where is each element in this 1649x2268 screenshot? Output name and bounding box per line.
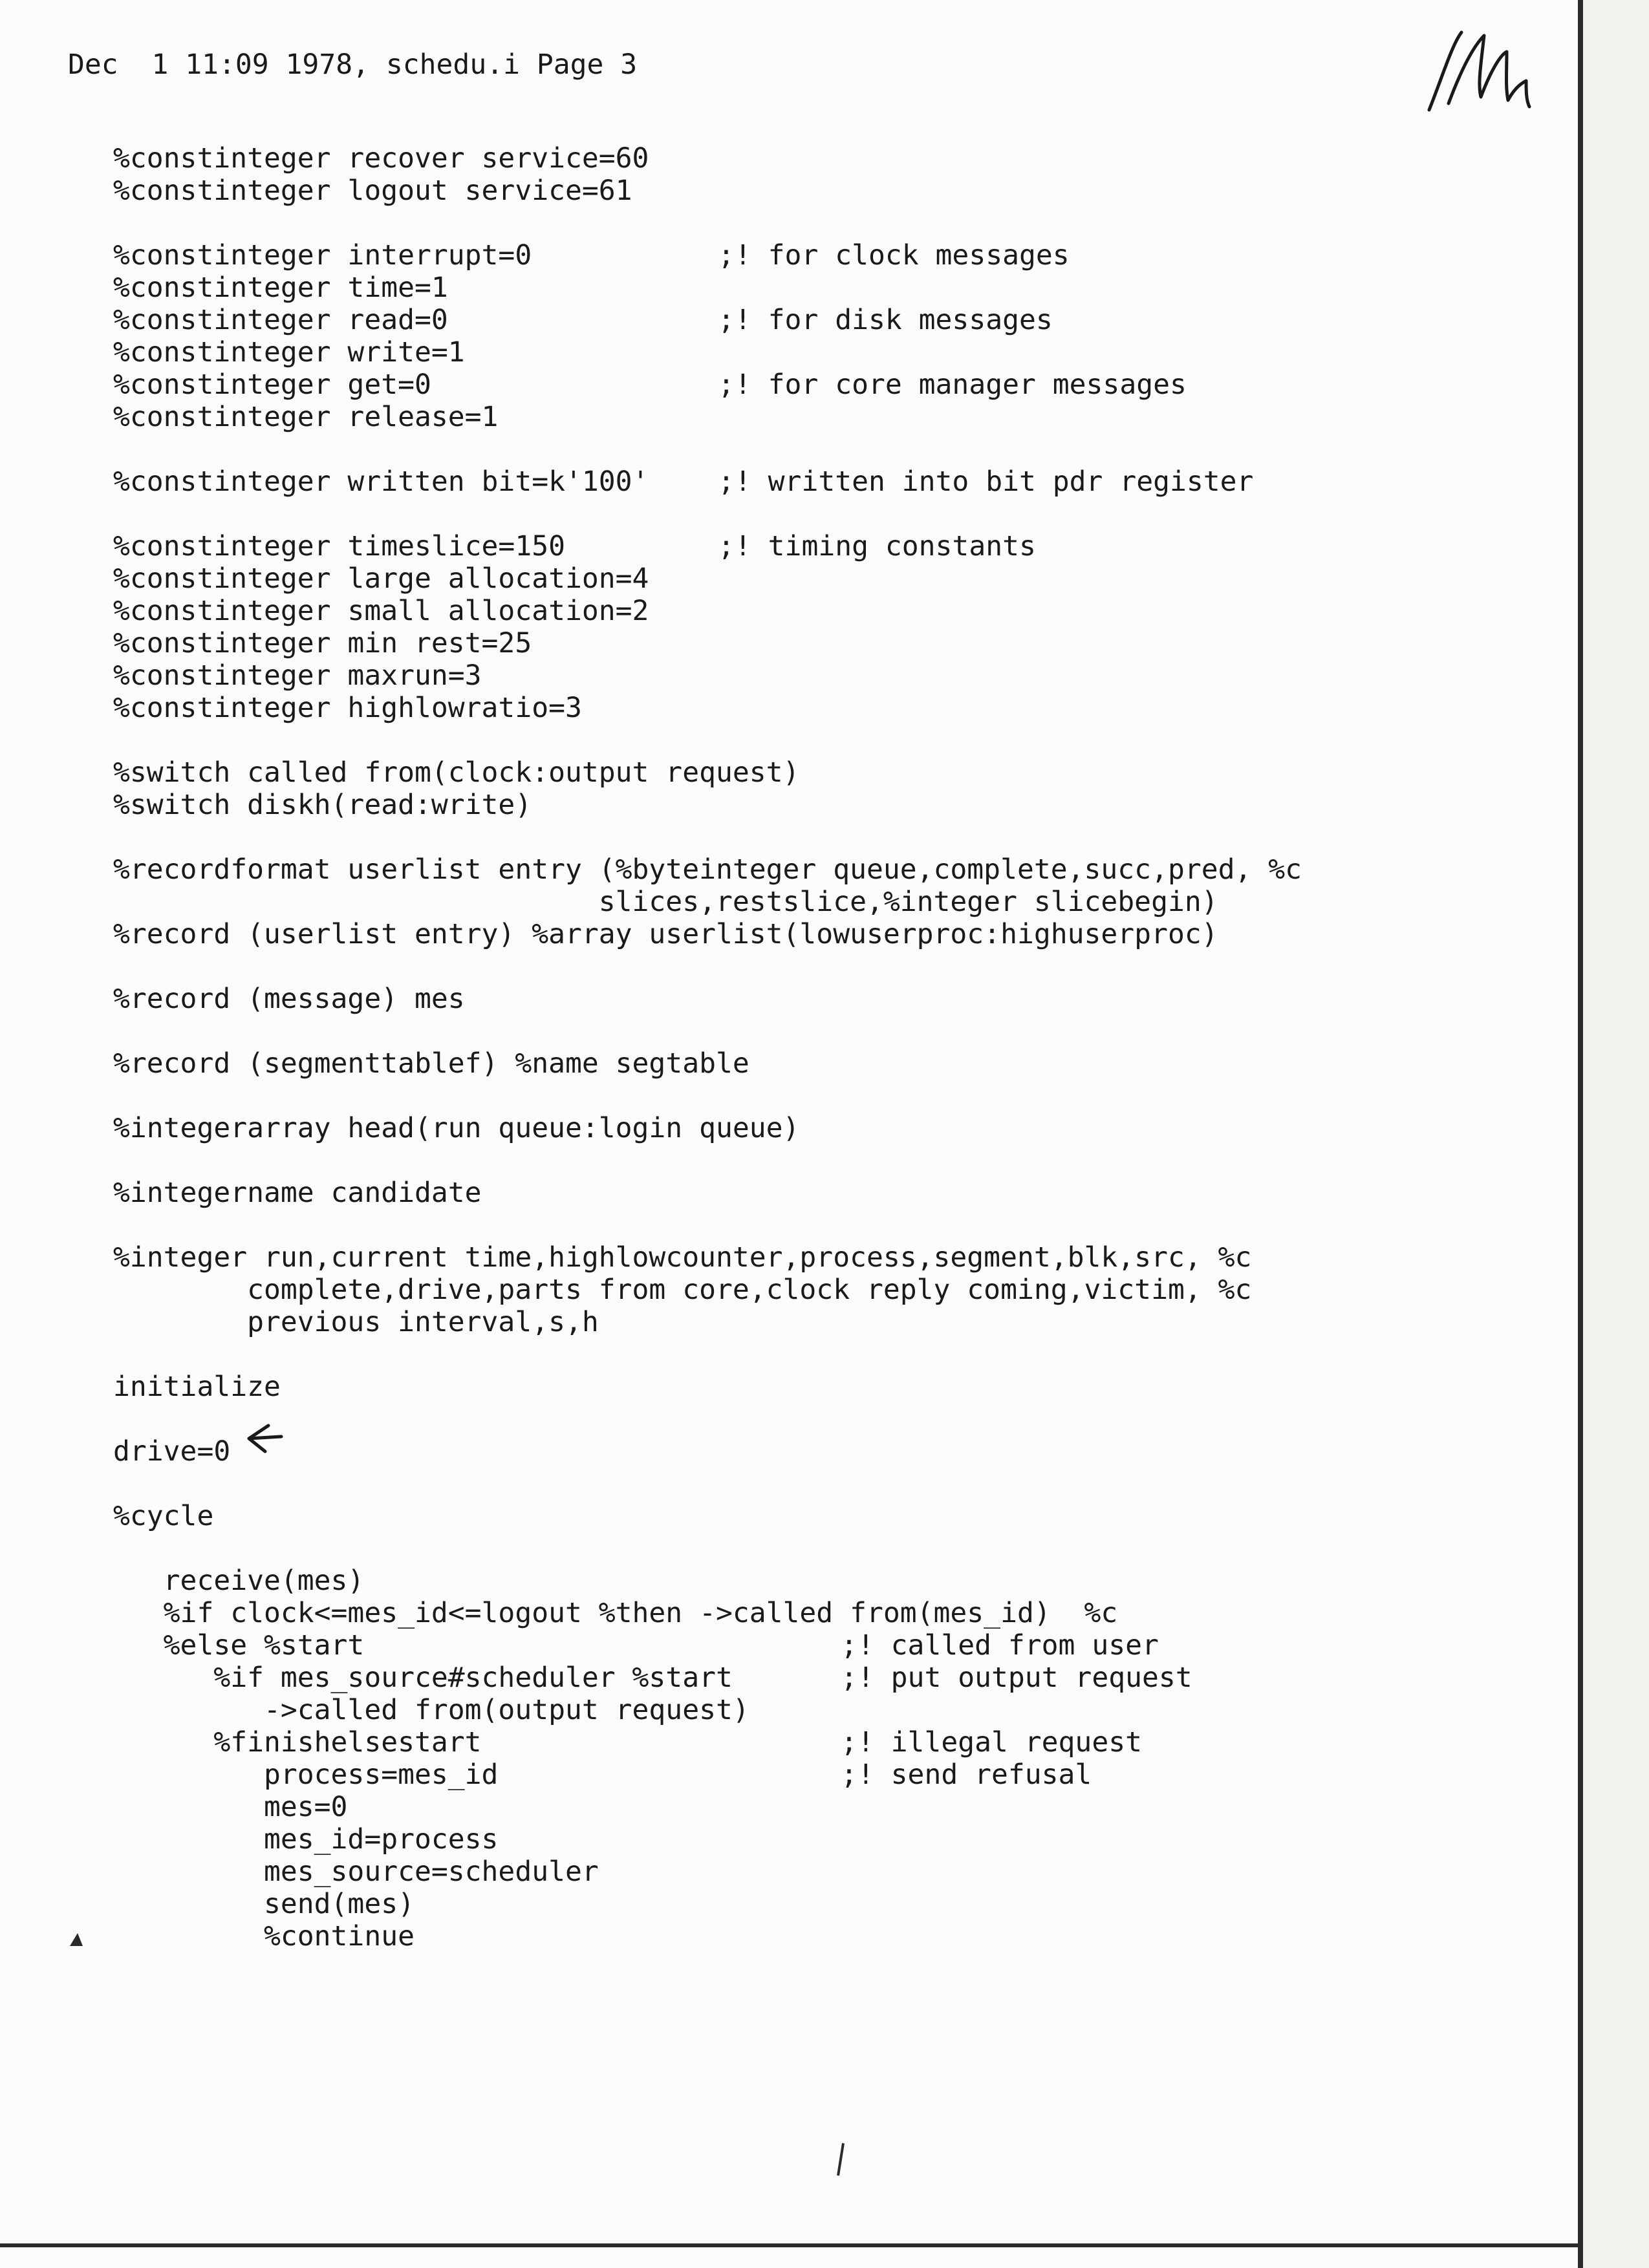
- code-line: [113, 950, 1302, 983]
- code-line: [113, 1888, 1302, 1920]
- code-line: [113, 1306, 1302, 1338]
- code-comment: ;! timing constants: [718, 530, 1036, 562]
- code-line: [113, 1597, 1302, 1629]
- code-text: %constinteger time=1: [113, 272, 448, 304]
- code-text: %record (message) mes: [113, 983, 465, 1015]
- code-text: ->called from(output request): [113, 1694, 749, 1726]
- code-line: [113, 1694, 1302, 1726]
- code-comment: ;! for core manager messages: [718, 369, 1187, 401]
- code-line: [113, 1209, 1302, 1241]
- code-text: mes_source=scheduler: [113, 1856, 599, 1888]
- code-line: [113, 886, 1302, 918]
- code-text: mes_id=process: [113, 1823, 499, 1856]
- code-line: [113, 789, 1302, 821]
- code-line: [113, 1144, 1302, 1177]
- code-line: [113, 659, 1302, 692]
- code-text: %constinteger timeslice=150: [113, 530, 565, 562]
- code-line: [113, 595, 1302, 627]
- page-bottom-edge: [0, 2243, 1583, 2247]
- code-comment: ;! for disk messages: [718, 304, 1053, 336]
- code-text: %constinteger highlowratio=3: [113, 692, 582, 724]
- code-line: [113, 853, 1302, 886]
- code-text: %constinteger written bit=k'100': [113, 465, 649, 498]
- code-line: [113, 1468, 1302, 1500]
- code-text: mes=0: [113, 1791, 348, 1823]
- code-comment: ;! illegal request: [841, 1726, 1142, 1759]
- code-line: [113, 465, 1302, 498]
- code-line: [113, 1759, 1302, 1791]
- page-binding-edge: [1578, 0, 1583, 2268]
- code-text: slices,restslice,%integer slicebegin): [113, 886, 1218, 918]
- code-text: complete,drive,parts from core,clock reply coming,victim, %c: [113, 1274, 1252, 1306]
- code-line: [113, 498, 1302, 530]
- code-text: %record (segmenttablef) %name segtable: [113, 1047, 749, 1080]
- code-listing: [113, 142, 1302, 1952]
- code-text: %constinteger logout service=61: [113, 175, 632, 207]
- code-line: [113, 1856, 1302, 1888]
- code-line: [113, 756, 1302, 789]
- code-line: [113, 1112, 1302, 1144]
- code-text: %switch called from(clock:output request): [113, 756, 800, 789]
- page-header: Dec 1 11:09 1978, schedu.i Page 3: [68, 48, 638, 81]
- code-line: [113, 692, 1302, 724]
- code-line: [113, 918, 1302, 950]
- code-text: previous interval,s,h: [113, 1306, 599, 1338]
- code-line: [113, 175, 1302, 207]
- code-line: [113, 821, 1302, 853]
- code-text: %constinteger interrupt=0: [113, 239, 532, 272]
- code-text: %if mes_source#scheduler %start: [113, 1662, 733, 1694]
- code-text: send(mes): [113, 1888, 415, 1920]
- code-line: [113, 304, 1302, 336]
- code-line: [113, 1080, 1302, 1112]
- code-comment: ;! for clock messages: [718, 239, 1070, 272]
- code-line: [113, 1274, 1302, 1306]
- code-line: [113, 1177, 1302, 1209]
- code-line: [113, 1500, 1302, 1532]
- code-line: [113, 1371, 1302, 1403]
- code-text: initialize: [113, 1371, 281, 1403]
- handwritten-arrow-mark: [242, 1422, 288, 1455]
- code-line: [113, 530, 1302, 562]
- code-text: %integername candidate: [113, 1177, 482, 1209]
- code-comment: ;! send refusal: [841, 1759, 1092, 1791]
- code-line: [113, 1532, 1302, 1565]
- code-line: [113, 1629, 1302, 1662]
- page-edge-strip: [1583, 0, 1649, 2268]
- code-text: process=mes_id: [113, 1759, 499, 1791]
- code-line: [113, 983, 1302, 1015]
- code-line: [113, 1015, 1302, 1047]
- code-text: %constinteger recover service=60: [113, 142, 649, 175]
- code-line: [113, 1791, 1302, 1823]
- code-text: %finishelsestart: [113, 1726, 482, 1759]
- code-line: [113, 1726, 1302, 1759]
- code-line: [113, 1823, 1302, 1856]
- code-text: %constinteger write=1: [113, 336, 465, 369]
- handwritten-initials: [1423, 19, 1552, 123]
- code-comment: ;! written into bit pdr register: [718, 465, 1254, 498]
- code-text: %recordformat userlist entry (%byteinteger queue,complete,succ,pred, %c: [113, 853, 1302, 886]
- code-text: %if clock<=mes_id<=logout %then ->called from(mes_id) %c: [113, 1597, 1118, 1629]
- code-line: [113, 1920, 1302, 1952]
- code-line: [113, 239, 1302, 272]
- code-line: [113, 401, 1302, 433]
- code-line: [113, 1662, 1302, 1694]
- code-text: %integerarray head(run queue:login queue): [113, 1112, 800, 1144]
- code-text: %constinteger read=0: [113, 304, 448, 336]
- code-line: [113, 1403, 1302, 1435]
- code-text: %else %start: [113, 1629, 365, 1662]
- code-line: [113, 724, 1302, 756]
- code-text: %integer run,current time,highlowcounter,process,segment,blk,src, %c: [113, 1241, 1252, 1274]
- code-line: [113, 433, 1302, 465]
- code-text: %constinteger min rest=25: [113, 627, 532, 659]
- code-text: %switch diskh(read:write): [113, 789, 532, 821]
- code-line: [113, 1565, 1302, 1597]
- scan-speck: [65, 1927, 91, 1952]
- code-line: [113, 1241, 1302, 1274]
- code-text: receive(mes): [113, 1565, 365, 1597]
- code-line: [113, 1047, 1302, 1080]
- code-line: [113, 562, 1302, 595]
- code-text: %cycle: [113, 1500, 214, 1532]
- code-comment: ;! put output request: [841, 1662, 1192, 1694]
- scan-speck: [834, 2140, 847, 2179]
- code-line: [113, 336, 1302, 369]
- code-text: %constinteger release=1: [113, 401, 499, 433]
- code-text: %constinteger maxrun=3: [113, 659, 482, 692]
- code-comment: ;! called from user: [841, 1629, 1159, 1662]
- code-text: drive=0: [113, 1435, 231, 1468]
- code-text: %constinteger large allocation=4: [113, 562, 649, 595]
- code-line: [113, 142, 1302, 175]
- code-text: %constinteger small allocation=2: [113, 595, 649, 627]
- code-line: [113, 369, 1302, 401]
- code-text: %continue: [113, 1920, 415, 1952]
- code-line: [113, 627, 1302, 659]
- code-text: %record (userlist entry) %array userlist(lowuserproc:highuserproc): [113, 918, 1218, 950]
- code-line: [113, 272, 1302, 304]
- code-text: %constinteger get=0: [113, 369, 431, 401]
- code-line: [113, 1435, 1302, 1468]
- code-line: [113, 207, 1302, 239]
- code-line: [113, 1338, 1302, 1371]
